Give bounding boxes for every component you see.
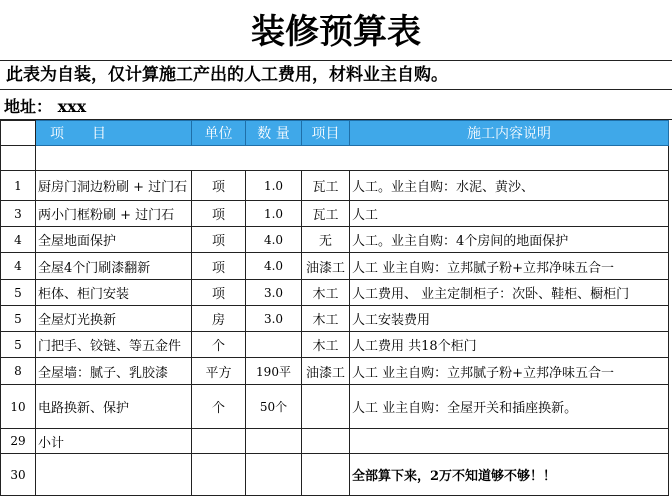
table-row bbox=[1, 253, 669, 280]
table-row bbox=[1, 385, 669, 429]
row-qty[interactable]: 3.0 bbox=[246, 280, 302, 306]
blank-row bbox=[1, 146, 669, 171]
row-desc[interactable]: 人工安装费用 bbox=[350, 306, 669, 332]
row-unit[interactable]: 项 bbox=[192, 280, 246, 306]
row-desc[interactable]: 人工费用 共18个柜门 bbox=[350, 332, 669, 358]
row-trade[interactable] bbox=[302, 385, 350, 429]
header-qty[interactable]: 数 量 bbox=[246, 121, 302, 146]
row-unit[interactable]: 项 bbox=[192, 201, 246, 227]
header-desc[interactable]: 施工内容说明 bbox=[350, 121, 669, 146]
row-unit[interactable]: 项 bbox=[192, 227, 246, 253]
row-no[interactable]: 4 bbox=[1, 253, 36, 280]
row-qty[interactable]: 1.0 bbox=[246, 171, 302, 201]
subtotal-unit[interactable] bbox=[192, 429, 246, 454]
budget-table bbox=[0, 120, 669, 496]
row-item[interactable]: 电路换新、保护 bbox=[36, 385, 192, 429]
row-no[interactable]: 5 bbox=[1, 306, 36, 332]
row-unit[interactable]: 房 bbox=[192, 306, 246, 332]
row-qty[interactable]: 50个 bbox=[246, 385, 302, 429]
row-trade[interactable]: 木工 bbox=[302, 280, 350, 306]
row-trade[interactable]: 油漆工 bbox=[302, 358, 350, 385]
row-unit[interactable]: 项 bbox=[192, 171, 246, 201]
subtotal-row bbox=[1, 429, 669, 454]
header-row bbox=[1, 121, 669, 146]
footer-unit[interactable] bbox=[192, 454, 246, 496]
subtotal-trade[interactable] bbox=[302, 429, 350, 454]
row-unit[interactable]: 平方 bbox=[192, 358, 246, 385]
table-row bbox=[1, 171, 669, 201]
row-qty[interactable]: 4.0 bbox=[246, 227, 302, 253]
row-desc[interactable]: 人工。业主自购：4个房间的地面保护 bbox=[350, 227, 669, 253]
footer-no[interactable]: 30 bbox=[1, 454, 36, 496]
row-desc[interactable]: 人工 bbox=[350, 201, 669, 227]
footer-trade[interactable] bbox=[302, 454, 350, 496]
row-unit[interactable]: 项 bbox=[192, 253, 246, 280]
row-no[interactable]: 1 bbox=[1, 171, 36, 201]
header-unit[interactable]: 单位 bbox=[192, 121, 246, 146]
row-unit[interactable]: 个 bbox=[192, 385, 246, 429]
subtotal-desc[interactable] bbox=[350, 429, 669, 454]
row-desc[interactable]: 人工 业主自购：全屋开关和插座换新。 bbox=[350, 385, 669, 429]
row-qty[interactable] bbox=[246, 332, 302, 358]
row-item[interactable]: 全屋灯光换新 bbox=[36, 306, 192, 332]
blank-cell-merged[interactable] bbox=[36, 146, 669, 171]
row-item[interactable]: 厨房门洞边粉刷 + 过门石 bbox=[36, 171, 192, 201]
table-row bbox=[1, 201, 669, 227]
blank-cell[interactable] bbox=[1, 146, 36, 171]
row-qty[interactable]: 4.0 bbox=[246, 253, 302, 280]
header-no[interactable] bbox=[1, 121, 36, 146]
row-qty[interactable]: 1.0 bbox=[246, 201, 302, 227]
table-row bbox=[1, 306, 669, 332]
table-row bbox=[1, 280, 669, 306]
subtotal-no[interactable]: 29 bbox=[1, 429, 36, 454]
row-desc[interactable]: 人工 业主自购：立邦腻子粉+立邦净味五合一 bbox=[350, 253, 669, 280]
row-trade[interactable]: 瓦工 bbox=[302, 201, 350, 227]
sheet-title: 装修预算表 bbox=[0, 0, 672, 61]
row-item[interactable]: 全屋地面保护 bbox=[36, 227, 192, 253]
row-trade[interactable]: 无 bbox=[302, 227, 350, 253]
table-row bbox=[1, 332, 669, 358]
footer-item[interactable] bbox=[36, 454, 192, 496]
header-item[interactable]: 项 目 bbox=[36, 121, 192, 146]
row-item[interactable]: 柜体、柜门安装 bbox=[36, 280, 192, 306]
row-trade[interactable]: 木工 bbox=[302, 332, 350, 358]
row-no[interactable]: 10 bbox=[1, 385, 36, 429]
row-qty[interactable]: 190平 bbox=[246, 358, 302, 385]
row-item[interactable]: 两小门框粉刷 + 过门石 bbox=[36, 201, 192, 227]
row-desc[interactable]: 人工费用、 业主定制柜子：次卧、鞋柜、橱柜门 bbox=[350, 280, 669, 306]
row-qty[interactable]: 3.0 bbox=[246, 306, 302, 332]
row-no[interactable]: 4 bbox=[1, 227, 36, 253]
subtotal-label[interactable]: 小计 bbox=[36, 429, 192, 454]
table-row bbox=[1, 227, 669, 253]
row-no[interactable]: 3 bbox=[1, 201, 36, 227]
row-desc[interactable]: 人工。业主自购：水泥、黄沙、 bbox=[350, 171, 669, 201]
header-trade[interactable]: 项目 bbox=[302, 121, 350, 146]
row-desc[interactable]: 人工 业主自购：立邦腻子粉+立邦净味五合一 bbox=[350, 358, 669, 385]
row-no[interactable]: 8 bbox=[1, 358, 36, 385]
footer-desc[interactable]: 全部算下来，2万不知道够不够！！ bbox=[350, 454, 669, 496]
row-trade[interactable]: 木工 bbox=[302, 306, 350, 332]
row-no[interactable]: 5 bbox=[1, 332, 36, 358]
row-trade[interactable]: 瓦工 bbox=[302, 171, 350, 201]
row-item[interactable]: 全屋4个门刷漆翻新 bbox=[36, 253, 192, 280]
row-unit[interactable]: 个 bbox=[192, 332, 246, 358]
table-row bbox=[1, 358, 669, 385]
row-item[interactable]: 门把手、铰链、等五金件 bbox=[36, 332, 192, 358]
address-row[interactable]: 地址： xxx bbox=[0, 90, 672, 120]
subtotal-qty[interactable] bbox=[246, 429, 302, 454]
row-no[interactable]: 5 bbox=[1, 280, 36, 306]
notice-row[interactable]: 此表为自装，仅计算施工产出的人工费用，材料业主自购。 bbox=[0, 60, 672, 90]
footer-row bbox=[1, 454, 669, 496]
row-item[interactable]: 全屋墙：腻子、乳胶漆 bbox=[36, 358, 192, 385]
row-trade[interactable]: 油漆工 bbox=[302, 253, 350, 280]
footer-qty[interactable] bbox=[246, 454, 302, 496]
